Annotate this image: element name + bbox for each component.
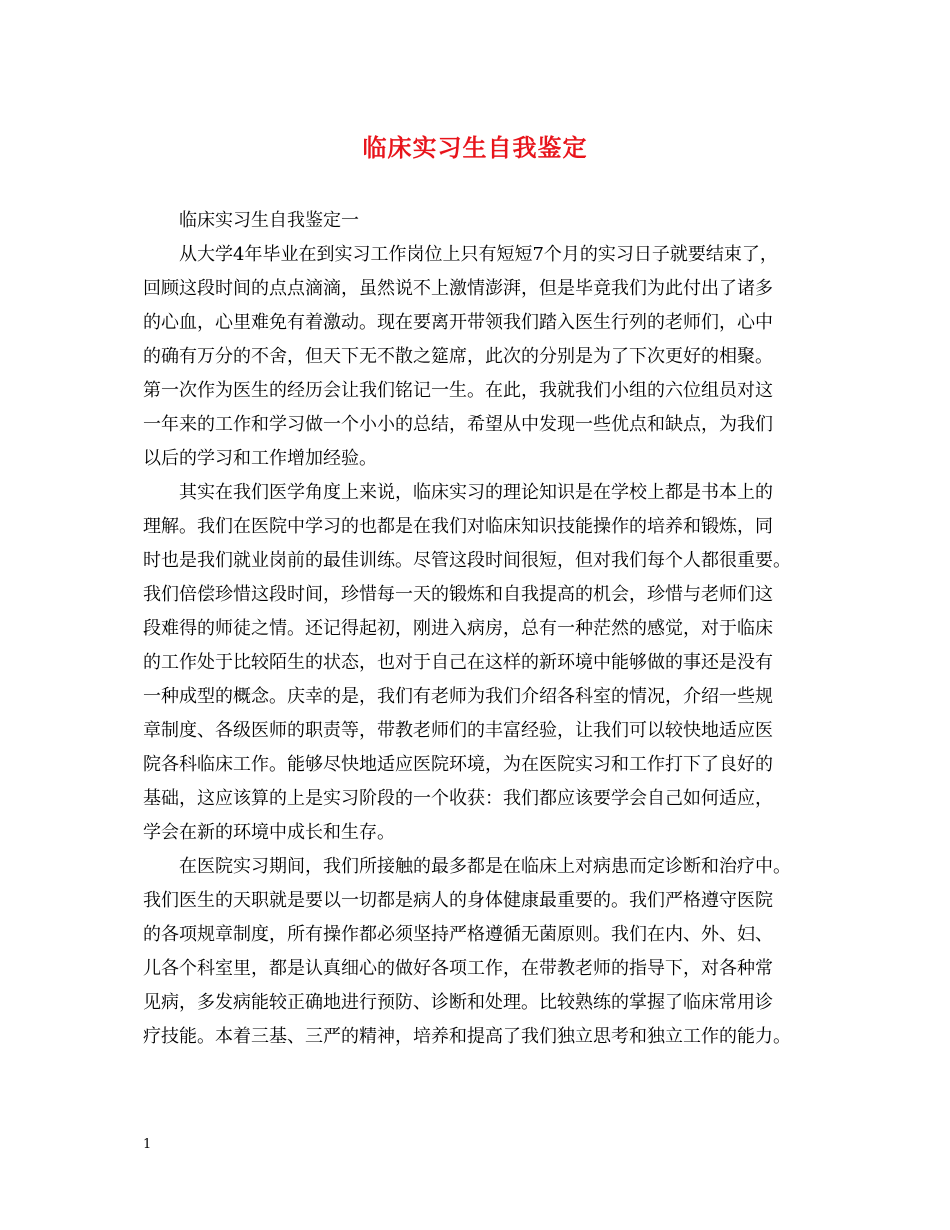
paragraph-line: 我们倍偿珍惜这段时间，珍惜每一天的锻炼和自我提高的机会，珍惜与老师们这 bbox=[143, 584, 773, 605]
paragraph-line: 的心血，心里难免有着激动。现在要离开带领我们踏入医生行列的老师们，心中 bbox=[143, 312, 773, 333]
paragraph-line: 院各科临床工作。能够尽快地适应医院环境，为在医院实习和工作打下了良好的 bbox=[143, 754, 773, 775]
paragraph-line: 其实在我们医学角度上来说，临床实习的理论知识是在学校上都是书本上的 bbox=[179, 482, 773, 503]
paragraph-line: 的工作处于比较陌生的状态，也对于自己在这样的新环境中能够做的事还是没有 bbox=[143, 652, 773, 673]
paragraph-line: 疗技能。本着三基、三严的精神，培养和提高了我们独立思考和独立工作的能力。 bbox=[143, 1026, 791, 1047]
paragraph-line: 我们医生的天职就是要以一切都是病人的身体健康最重要的。我们严格遵守医院 bbox=[143, 890, 773, 911]
section-heading: 临床实习生自我鉴定一 bbox=[179, 210, 359, 231]
paragraph-line: 在医院实习期间，我们所接触的最多都是在临床上对病患而定诊断和治疗中。 bbox=[179, 856, 791, 877]
paragraph-line: 一种成型的概念。庆幸的是，我们有老师为我们介绍各科室的情况，介绍一些规 bbox=[143, 686, 773, 707]
paragraph-line: 章制度、各级医师的职责等，带教老师们的丰富经验，让我们可以较快地适应医 bbox=[143, 720, 773, 741]
paragraph-line: 第一次作为医生的经历会让我们铭记一生。在此，我就我们小组的六位组员对这 bbox=[143, 380, 773, 401]
paragraph-line: 时也是我们就业岗前的最佳训练。尽管这段时间很短，但对我们每个人都很重要。 bbox=[143, 550, 791, 571]
page-number: 1 bbox=[143, 1137, 152, 1152]
paragraph-line: 儿各个科室里，都是认真细心的做好各项工作，在带教老师的指导下，对各种常 bbox=[143, 958, 773, 979]
paragraph-line: 见病，多发病能较正确地进行预防、诊断和处理。比较熟练的掌握了临床常用诊 bbox=[143, 992, 773, 1013]
paragraph-line: 的各项规章制度，所有操作都必须坚持严格遵循无菌原则。我们在内、外、妇、 bbox=[143, 924, 773, 945]
paragraph-line: 理解。我们在医院中学习的也都是在我们对临床知识技能操作的培养和锻炼，同 bbox=[143, 516, 773, 537]
paragraph-line: 回顾这段时间的点点滴滴，虽然说不上激情澎湃，但是毕竟我们为此付出了诸多 bbox=[143, 278, 773, 299]
paragraph-line: 以后的学习和工作增加经验。 bbox=[143, 448, 377, 469]
paragraph-line: 一年来的工作和学习做一个小小的总结，希望从中发现一些优点和缺点，为我们 bbox=[143, 414, 773, 435]
paragraph-line: 基础，这应该算的上是实习阶段的一个收获：我们都应该要学会自己如何适应， bbox=[143, 788, 773, 809]
paragraph-line: 从大学4年毕业在到实习工作岗位上只有短短7个月的实习日子就要结束了， bbox=[179, 244, 778, 265]
paragraph-line: 的确有万分的不舍，但天下无不散之筵席，此次的分别是为了下次更好的相聚。 bbox=[143, 346, 773, 367]
paragraph-line: 学会在新的环境中成长和生存。 bbox=[143, 822, 395, 843]
paragraph-line: 段难得的师徒之情。还记得起初，刚进入病房，总有一种茫然的感觉，对于临床 bbox=[143, 618, 773, 639]
document-title: 临床实习生自我鉴定 bbox=[362, 134, 588, 162]
